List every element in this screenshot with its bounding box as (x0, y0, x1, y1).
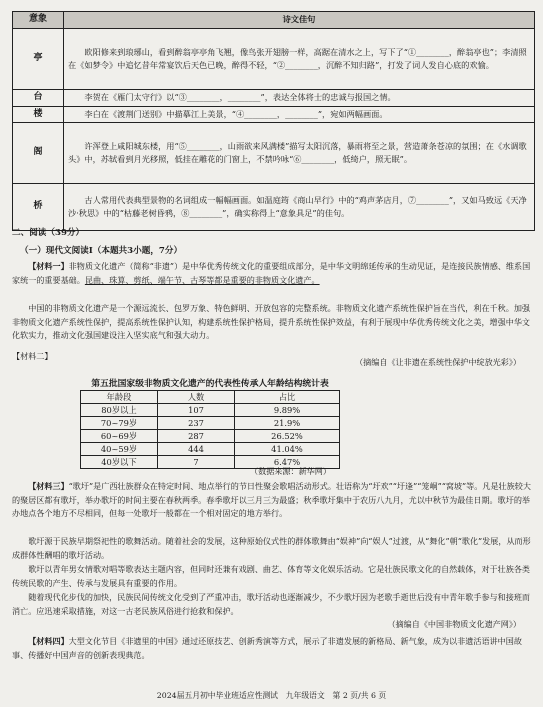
row-key: 台 (13, 90, 64, 107)
material-1-para-2: 中国的非物质文化遗产是一个源远流长、包罗万象、特色鲜明、开放包容的完整系统。非物质文化遗产系统性保护旨在当代，利在千秋。加强非物质文化遗产系统性保护，提高系统性保护认知，构建系统性保护格局，提升系统性保护效益，有利于展现中华优秀传统文化之美，增强中华文化软实力，推动文化强国建设注入坚实底气和强大动力。 (12, 303, 531, 341)
material-label: 【材料二】 (12, 351, 53, 361)
row-text: 古人常用代表典型景物的名词组成一幅幅画面。如温庭筠《商山早行》中的“鸡声茅店月，⑦________”，又如马致远《天净沙·秋思》中的“枯藤老树昏鸦，⑧________”，确实称得上“意象具足”的佳句。 (64, 184, 535, 231)
cell: 6.47% (235, 456, 340, 469)
table-row (81, 430, 340, 443)
material-3-para-4: 随着现代化步伐的加快，民族民间传统文化受到了严重冲击，歌圩活动也逐渐减少，不少歌圩因为老歌手逝世后没有中青年歌手参与和接班而消亡。应迅速采取措施，对这一古老民族风俗进行抢救和保护。 (12, 592, 531, 616)
cell: 444 (158, 443, 235, 456)
table-header-imagery: 意象 (13, 12, 64, 29)
material-label: 【材料三】 (28, 481, 69, 491)
page-footer: 2024届五月初中毕业班适应性测试 九年级语文 第 2 页/共 6 页 (156, 691, 387, 700)
row-text: 李贺在《雁门太守行》以“③________，________”，表达全体将士的忠诚与报国之情。 (64, 90, 535, 107)
material-3-para-2: 歌圩源于民族早期祭祀性的歌舞活动。随着社会的发展，这种原始仪式性的群体歌舞由“娱神”向“娱人”过渡，从“舞化”朝“歌化”发展，从而形成群体性酬唱的歌圩活动。 (12, 536, 531, 560)
age-stats-table (80, 376, 340, 469)
material-text: 大型文化节目《非遗里的中国》通过还原技艺、创新秀演等方式，展示了非遗发展的新格局、新气象，成为以非遗活语讲中国故事、传播好中国声音的创新表现典范。 (12, 636, 522, 660)
material-text: 非物质文化遗产（简称“非遗”）是中华优秀传统文化的重要组成部分，是中华文明绵延传承的生动见证，是连接民族情感、维系国家统一的重要基础。 (12, 261, 531, 285)
section-title: 二、阅读（39分） (12, 228, 85, 238)
table-header-lines: 诗文佳句 (64, 12, 535, 29)
col-header: 人数 (158, 391, 235, 404)
material-1-para-1 (12, 260, 534, 287)
cell: 60~69岁 (81, 430, 158, 443)
subsection-title: （一）现代文阅读Ⅰ（本题共3小题，7分） (20, 246, 183, 256)
row-text: 许浑登上咸阳城东楼，用“⑤________，山雨欲来风满楼”描写太阳沉落，暴雨将至之景，营造萧条苍凉的氛围；在《水调歌头》中，苏轼看到月光移照，低挂在雕花的门窗上，不禁吟咏“⑥________，低绮户，照无眠”。 (64, 123, 535, 184)
cell: 287 (158, 430, 235, 443)
table-row (13, 29, 535, 90)
cell: 26.52% (235, 430, 340, 443)
table-row (81, 404, 340, 417)
material-4-para (12, 635, 534, 662)
material-label: 【材料四】 (28, 636, 69, 646)
table-row (81, 417, 340, 430)
cell: 21.9% (235, 417, 340, 430)
cell: 9.89% (235, 404, 340, 417)
material-3-para-3: 歌圩以青年男女情歌对唱等歌表达主题内容，但同时还兼有戏剧、曲艺、体育等文化娱乐活动。它是壮族民歌文化的自然载体，对于壮族各类传统民歌的产生、传承与发展具有重要的作用。 (12, 564, 531, 588)
cell: 41.04% (235, 443, 340, 456)
table-source: （数据来源：新华网） (250, 466, 331, 476)
row-key: 桥 (13, 184, 64, 231)
table-row (81, 443, 340, 456)
table-row (13, 106, 535, 123)
row-text: 李白在《渡荆门送别》中描摹江上美景，“④________，________”，宛如两幅画面。 (64, 106, 535, 123)
col-header: 占比 (235, 391, 340, 404)
table-row (13, 90, 535, 107)
source-note: （摘编自《让非遗在系统性保护中绽放光彩》） (355, 357, 521, 367)
cell: 237 (158, 417, 235, 430)
row-key: 阁 (13, 123, 64, 184)
material-3-para-1 (12, 480, 534, 521)
cell: 40~59岁 (81, 443, 158, 456)
cell: 80岁以上 (81, 404, 158, 417)
table-row (13, 123, 535, 184)
row-text: 欧阳修来到琅琊山，看到醉翁亭亭角飞翘，像鸟张开翅膀一样，高踞在清水之上，写下了“①________，醉翁亭也”；李清照在《如梦令》中追忆昔年常宴饮后天色已晚，醉得不轻，“②________，沉醉不知归路”，打发了词人发自心底的欢愉。 (64, 29, 535, 90)
poetry-table (12, 11, 535, 231)
row-key: 亭 (13, 29, 64, 90)
material-text: “歌圩”是广西壮族群众在特定时间、地点举行的节日性聚会歌唱活动形式。壮语称为“圩欢”“圩逢”“笼峒”“窝坡”等。凡是壮族较大的聚居区都有歌圩，举办歌圩的时间主要在春秋两季。春季歌圩以三月三为最盛；秋季歌圩集中于农历八九月，尤以中秋节为最佳日期。歌圩的举办地点各个地方不尽相同，但每一处歌圩一般都在一个相对固定的地方举行。 (12, 481, 531, 519)
row-key: 楼 (13, 106, 64, 123)
col-header: 年龄段 (81, 391, 158, 404)
table-row (13, 184, 535, 231)
source-note: （摘编自《中国非物质文化遗产网》） (387, 619, 521, 629)
material-label: 【材料一】 (28, 261, 69, 271)
cell: 107 (158, 404, 235, 417)
underlined-text: 昆曲、珠算、剪纸、端午节、古琴等都是重要的非物质文化遗产。 (84, 274, 320, 285)
table-caption: 第五批国家级非物质文化遗产的代表性传承人年龄结构统计表 (91, 379, 329, 389)
cell: 70~79岁 (81, 417, 158, 430)
cell: 40岁以下 (81, 456, 158, 469)
cell: 7 (158, 456, 235, 469)
